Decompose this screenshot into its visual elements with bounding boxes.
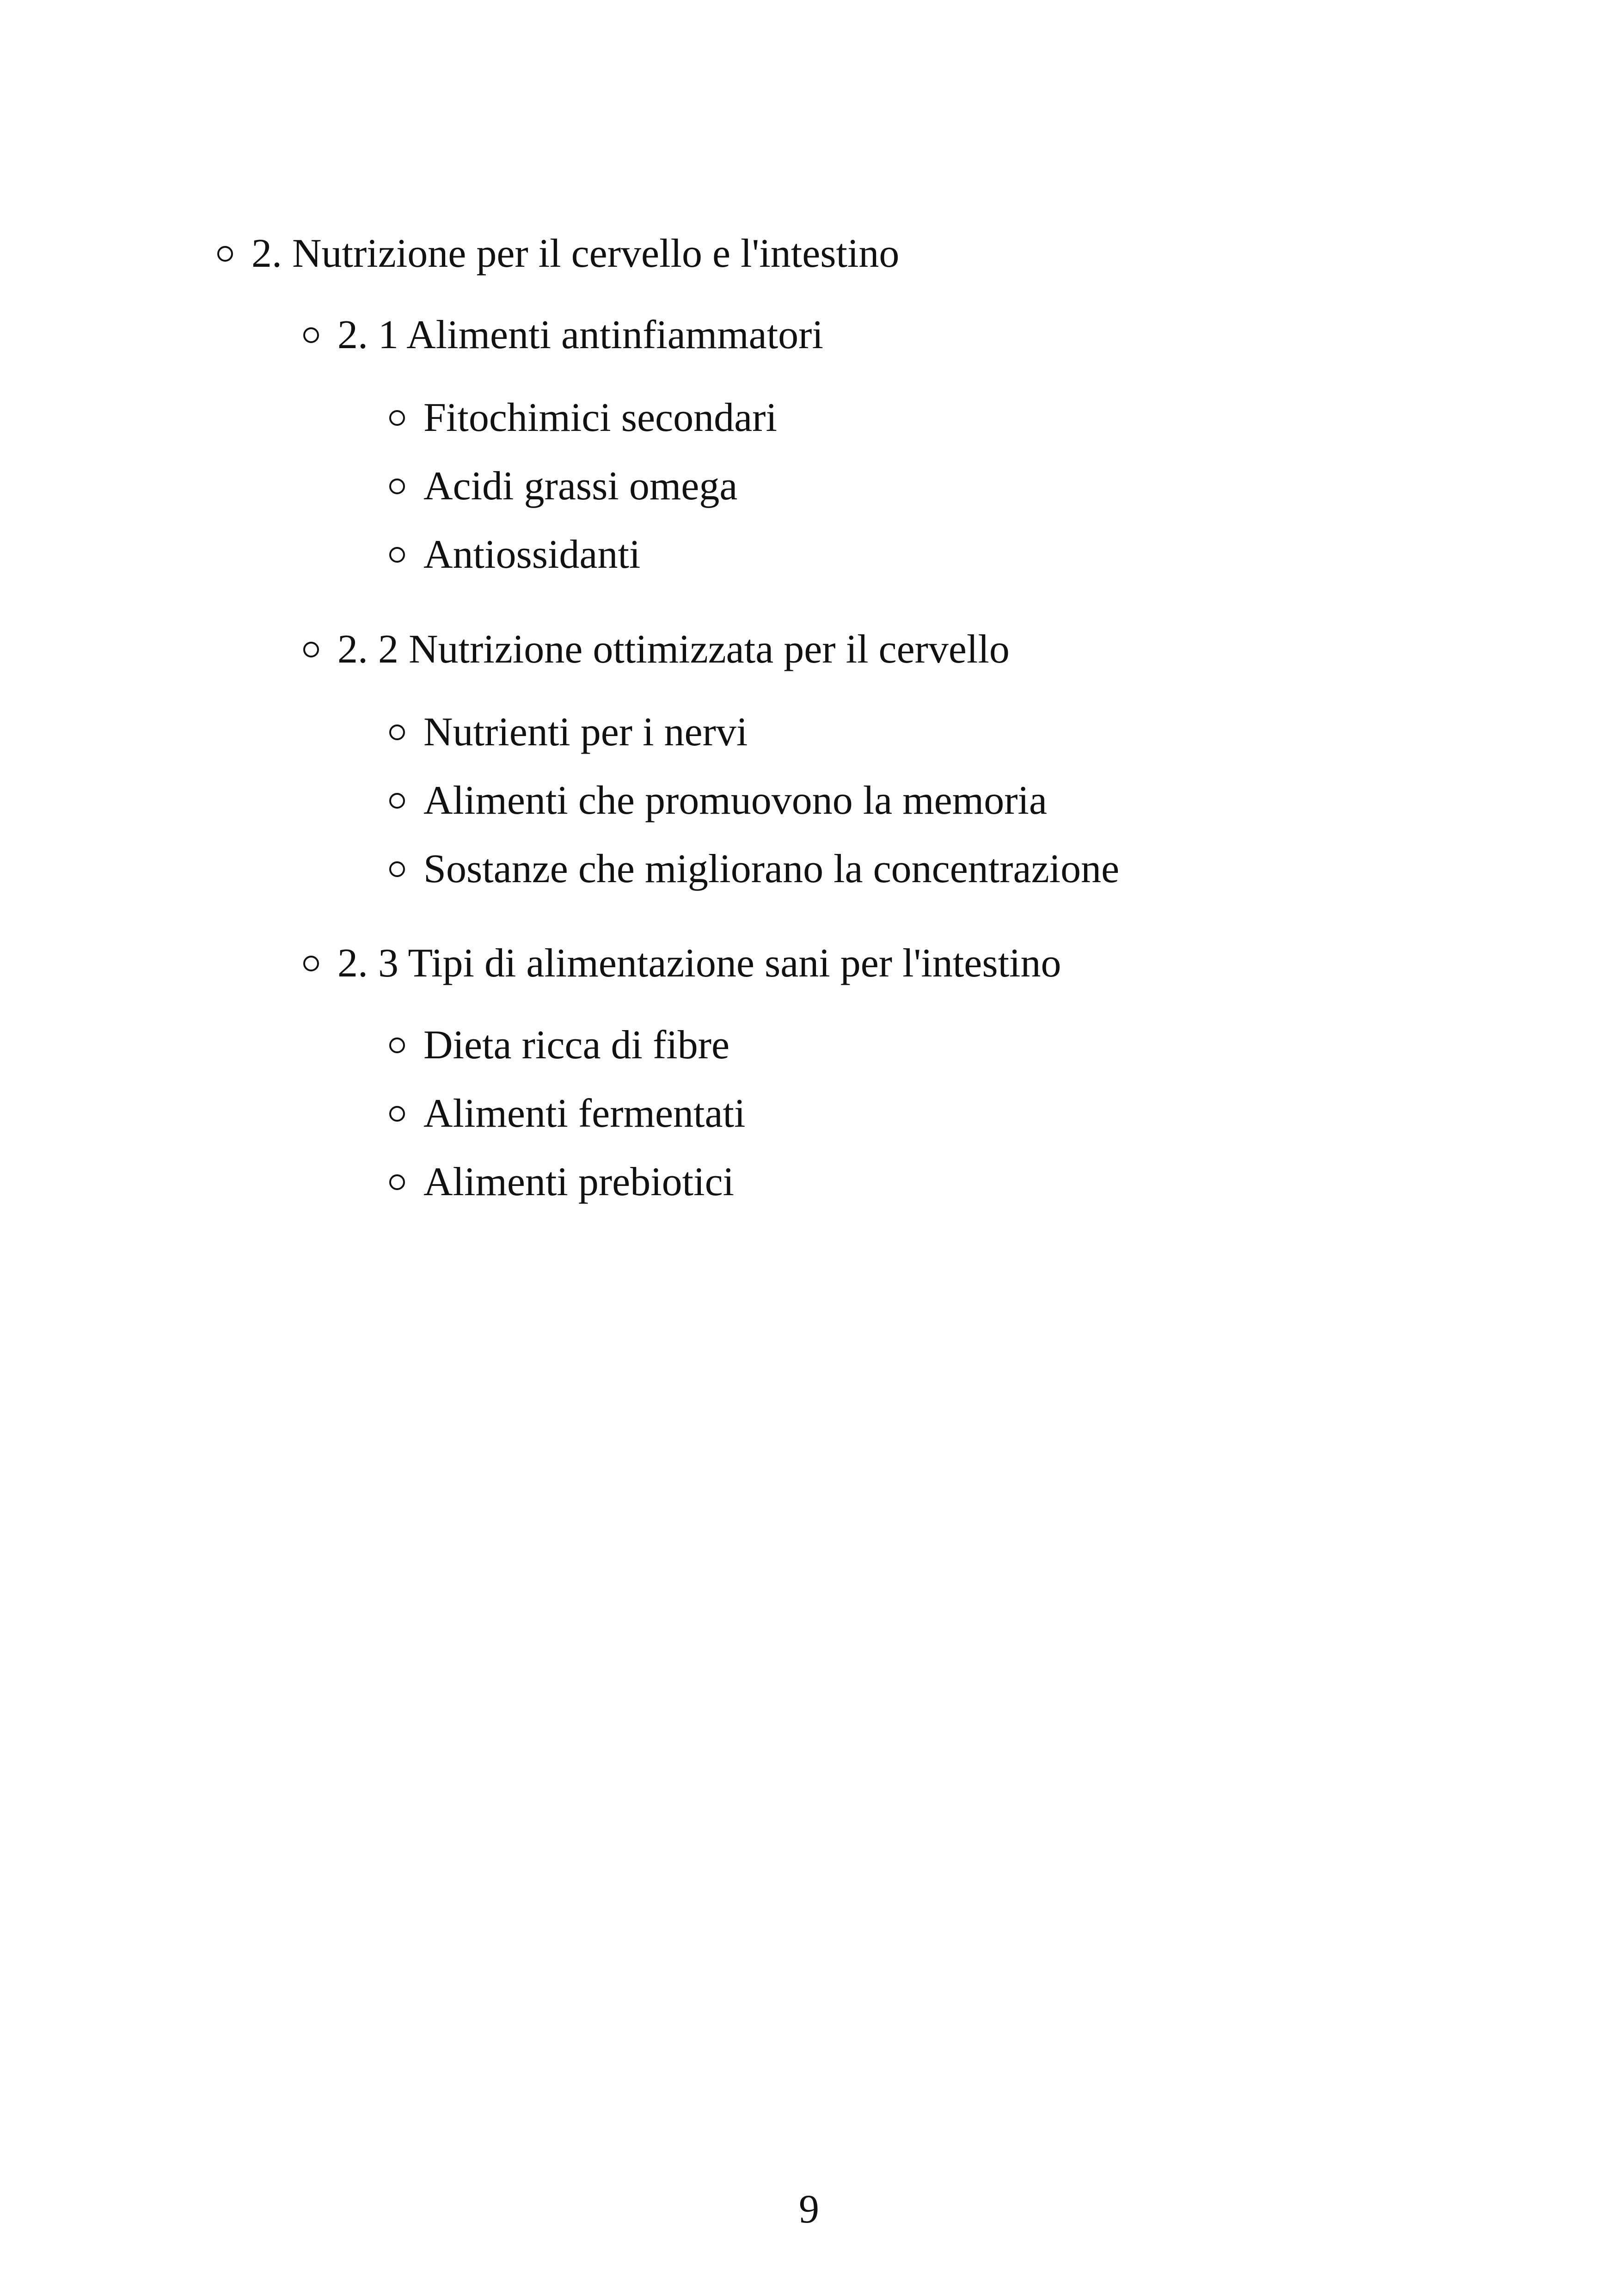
circle-bullet-icon (217, 246, 233, 262)
circle-bullet-icon (389, 1106, 405, 1122)
section-heading-text: 2. 3 Tipi di alimentazione sani per l'intestino (337, 941, 1061, 986)
list-item-text: Alimenti fermentati (423, 1091, 746, 1136)
list-item (389, 1025, 729, 1066)
list-item (389, 780, 1047, 821)
circle-bullet-icon (389, 1174, 405, 1190)
list-item-text: Alimenti che promuovono la memoria (423, 778, 1048, 823)
list-item (389, 534, 640, 575)
list-item (389, 466, 737, 507)
circle-bullet-icon (303, 956, 319, 971)
section-heading-text: 2. 2 Nutrizione ottimizzata per il cervello (337, 627, 1010, 672)
list-item (389, 1093, 745, 1134)
circle-bullet-icon (389, 479, 405, 494)
list-item-text: Sostanze che migliorano la concentrazione (423, 847, 1120, 891)
circle-bullet-icon (303, 327, 319, 343)
section-heading (303, 943, 1061, 984)
section-heading (303, 629, 1010, 670)
circle-bullet-icon (389, 724, 405, 740)
circle-bullet-icon (303, 642, 319, 657)
circle-bullet-icon (389, 793, 405, 809)
list-item (389, 849, 1119, 890)
list-item (389, 1162, 734, 1203)
outline-title (217, 233, 899, 274)
list-item-text: Dieta ricca di fibre (423, 1023, 730, 1068)
list-item-text: Alimenti prebiotici (423, 1160, 735, 1204)
circle-bullet-icon (389, 861, 405, 877)
list-item (389, 712, 748, 753)
page-number: 9 (799, 2187, 819, 2232)
section-heading (303, 315, 823, 356)
circle-bullet-icon (389, 410, 405, 426)
list-item-text: Acidi grassi omega (423, 464, 738, 509)
list-item-text: Antiossidanti (423, 532, 641, 577)
circle-bullet-icon (389, 547, 405, 563)
list-item (389, 395, 777, 440)
section-heading-text: 2. 1 Alimenti antinfiammatori (337, 313, 823, 357)
outline-title-text: 2. Nutrizione per il cervello e l'intestino (251, 231, 900, 276)
circle-bullet-icon (389, 1037, 405, 1053)
list-item-text: Nutrienti per i nervi (423, 710, 748, 755)
list-item-text: Fitochimici secondari (423, 395, 777, 440)
